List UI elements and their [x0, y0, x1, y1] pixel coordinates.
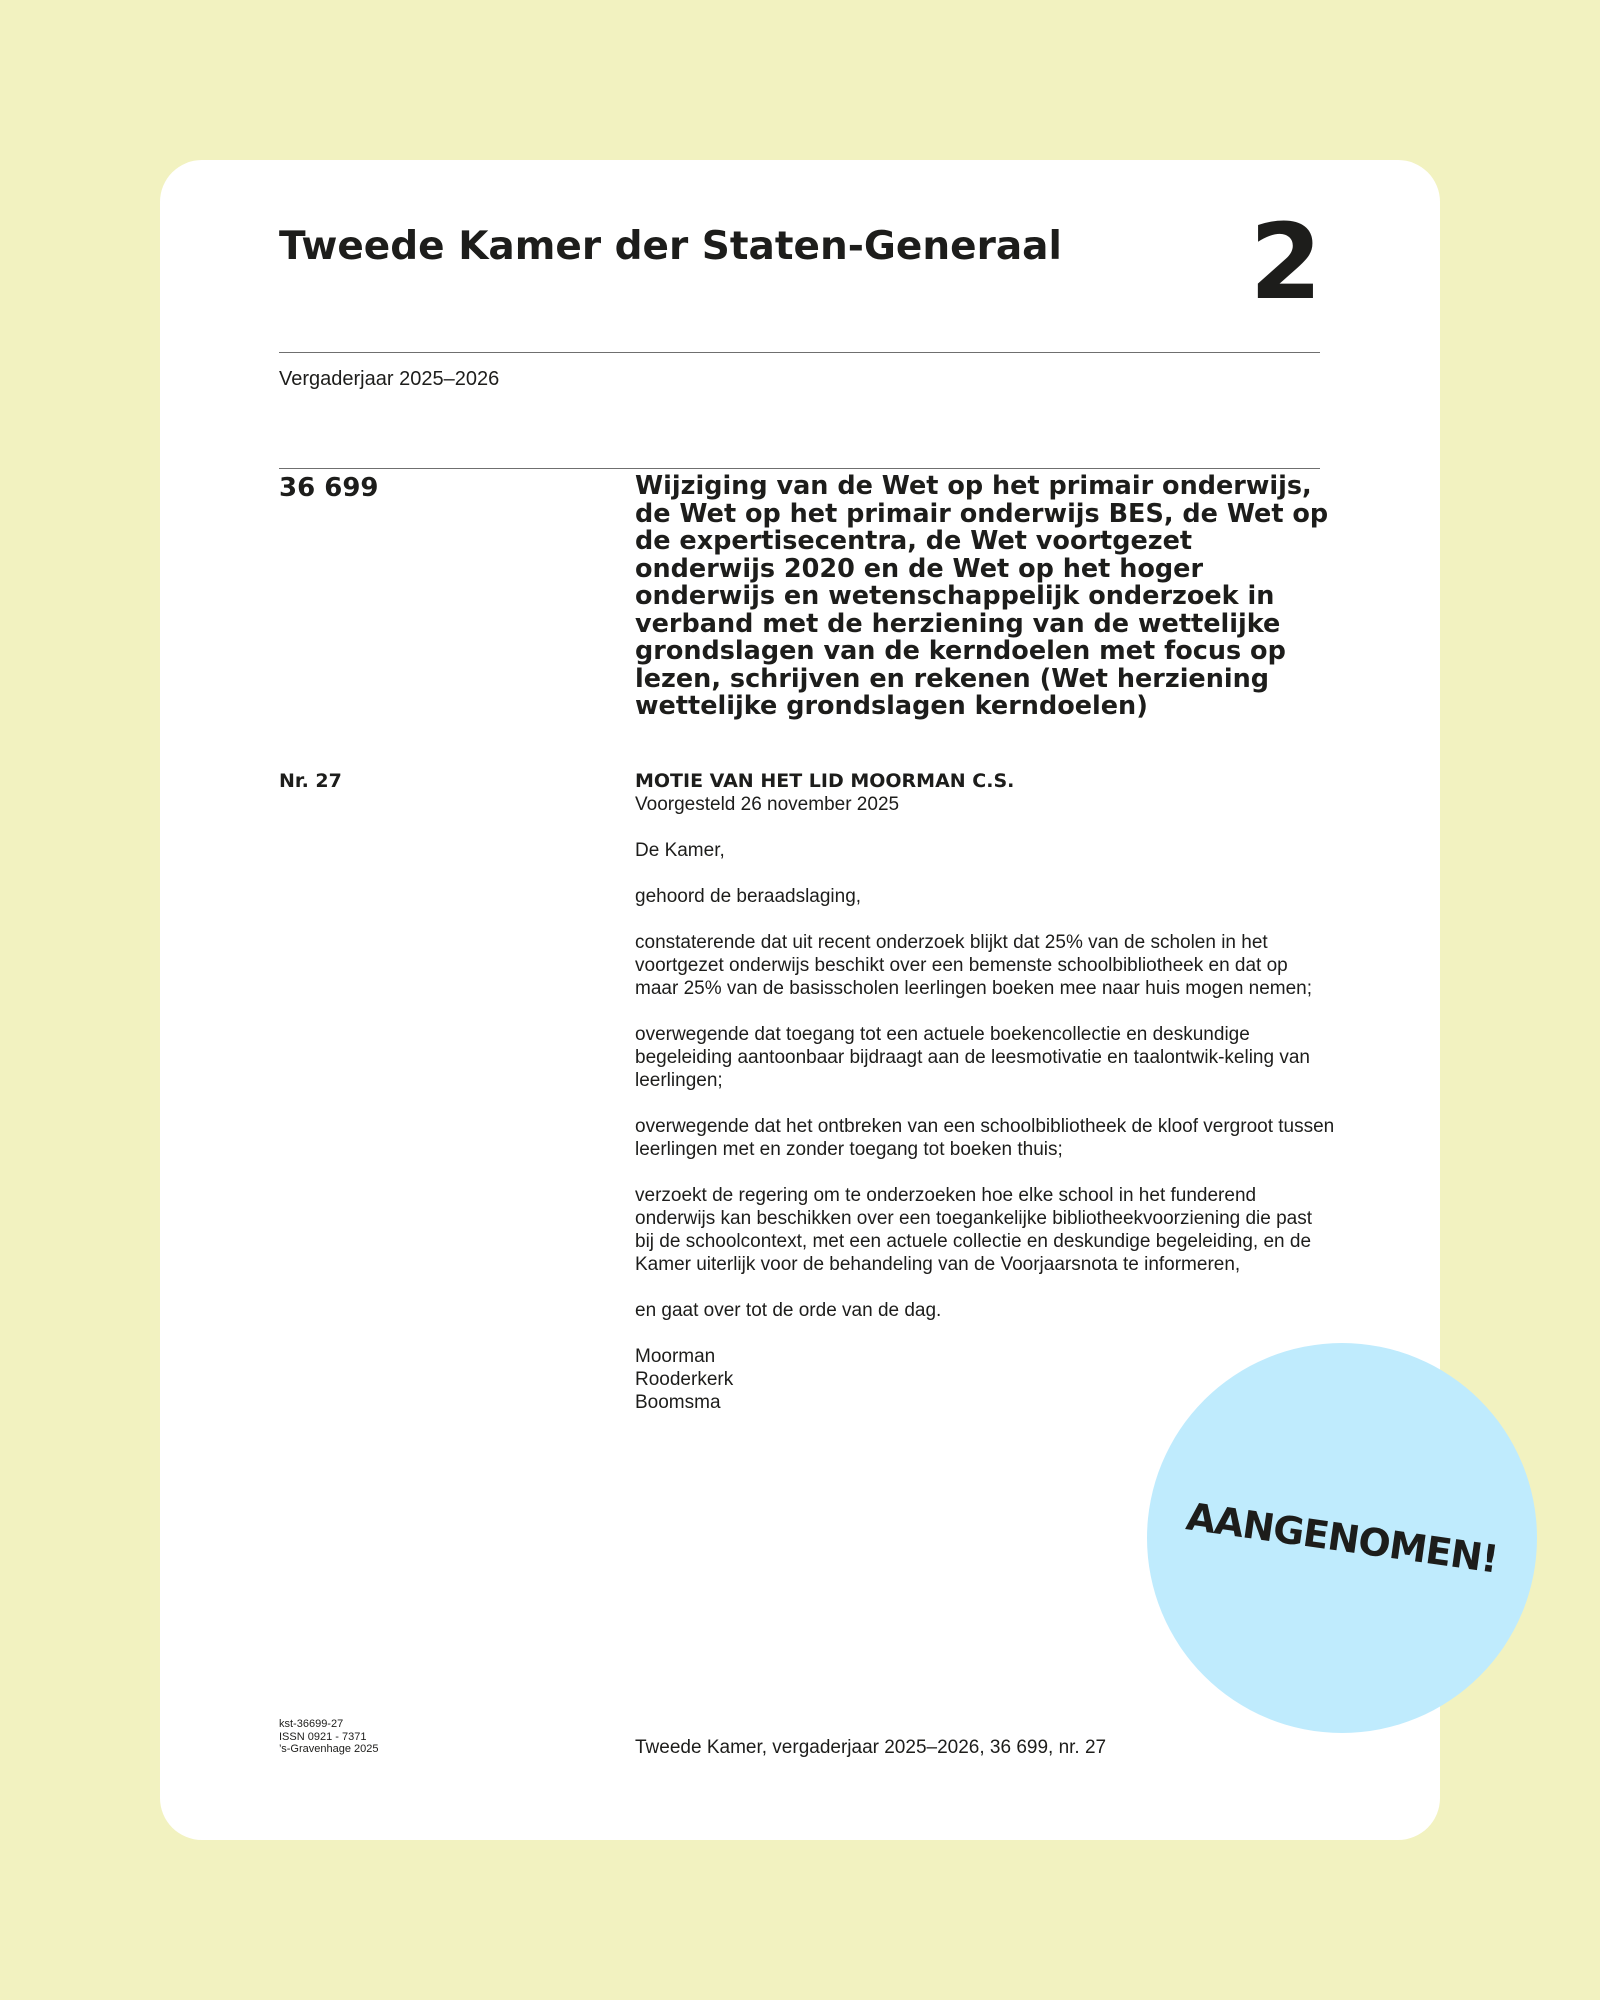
footer-citation: Tweede Kamer, vergaderjaar 2025–2026, 36 699, nr. 27 [635, 1737, 1107, 1758]
document-meta [279, 1718, 378, 1756]
motion-heading: MOTIE VAN HET LID MOORMAN C.S. [635, 770, 1015, 792]
motion-paragraph: gehoord de beraadslaging, [635, 886, 862, 907]
institution-title: Tweede Kamer der Staten-Generaal [279, 224, 1062, 269]
motion-paragraph: De Kamer, [635, 840, 725, 861]
signer-name: Boomsma [635, 1392, 721, 1413]
stamp-label: AANGENOMEN! [1183, 1494, 1501, 1582]
bill-title: Wijziging van de Wet op het primair onderwijs, de Wet op het primair onderwijs BES, de Wet op de expertisecentra, de Wet voortgezet onderwijs 2020 en de Wet op het hoger onderwijs en wetenschappelijk onderzoek in verband met de herziening van de wettelijke grondslagen van de kerndoelen met focus op lezen, schrijven en rekenen (Wet herziening wettelijke grondslagen kerndoelen) [635, 471, 1329, 721]
motion-paragraph: constaterende dat uit recent onderzoek blijkt dat 25% van de scholen in het voortgezet onderwijs beschikt over een bemenste schoolbibliotheek en dat op maar 25% van de basisscholen leerlingen boeken mee naar huis mogen nemen; [635, 932, 1313, 999]
issn: ISSN 0921 - 7371 [279, 1730, 367, 1743]
session-year: Vergaderjaar 2025–2026 [279, 368, 500, 390]
page-number: 2 [1249, 201, 1322, 323]
signer-name: Moorman [635, 1346, 716, 1367]
dossier-number: 36 699 [279, 473, 379, 503]
document-code: kst-36699-27 [279, 1718, 344, 1730]
divider [279, 468, 1320, 469]
signer-name: Rooderkerk [635, 1369, 734, 1390]
motion-body [635, 770, 1335, 1414]
motion-proposed-date: Voorgesteld 26 november 2025 [635, 794, 900, 815]
motion-number: Nr. 27 [279, 770, 342, 792]
divider [279, 352, 1320, 353]
motion-paragraph: en gaat over tot de orde van de dag. [635, 1300, 942, 1321]
motion-paragraph: overwegende dat het ontbreken van een schoolbibliotheek de kloof vergroot tussen leerlingen met en zonder toegang tot boeken thuis; [635, 1116, 1335, 1160]
motion-paragraph: overwegende dat toegang tot een actuele boekencollectie en deskundige begeleiding aantoonbaar bijdraagt aan de leesmotivatie en taalontwik-keling van leerlingen; [635, 1024, 1310, 1091]
publication-place: ’s-Gravenhage 2025 [279, 1743, 379, 1755]
motion-paragraph: verzoekt de regering om te onderzoeken hoe elke school in het funderend onderwijs kan beschikken over een toegankelijke bibliotheekvoorziening die past bij de schoolcontext, met een actuele collectie en deskundige begeleiding, en de Kamer uiterlijk voor de behandeling van de Voorjaarsnota te informeren, [635, 1185, 1313, 1275]
adopted-stamp [1147, 1343, 1537, 1733]
